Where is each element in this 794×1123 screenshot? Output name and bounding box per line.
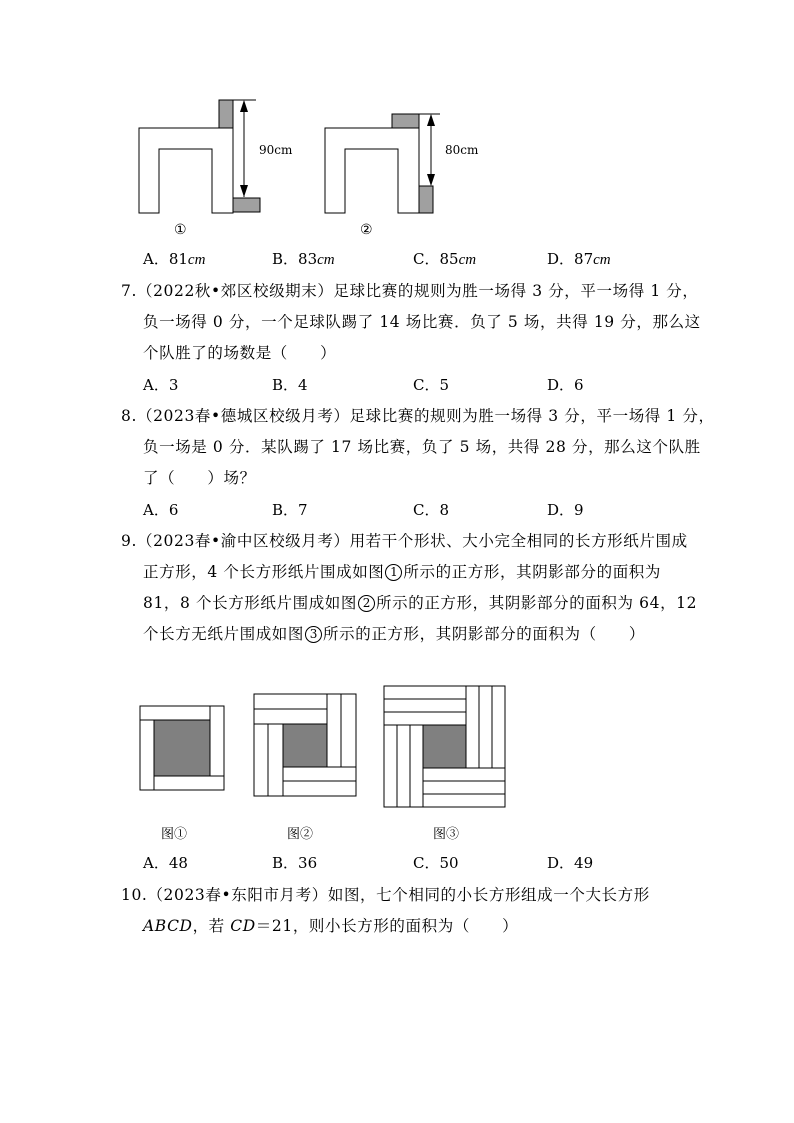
- q9-line-3: 81，8 个长方形纸片围成如图 2 所示的正方形，其阴影部分的面积为 64，12: [143, 594, 698, 612]
- q8-line-1: 8.（2023春•德城区校级月考）足球比赛的规则为胜一场得 3 分，平一场得 1 分，: [121, 407, 715, 425]
- q6-option-b[interactable]: B．83cm: [272, 250, 335, 268]
- q8-line-2: 负一场是 0 分．某队踢了 17 场比赛，负了 5 场，共得 28 分，那么这个队胜: [143, 438, 701, 456]
- q9-option-a[interactable]: A．48: [143, 854, 188, 872]
- q8-option-b[interactable]: B．7: [272, 501, 308, 519]
- q9-line-1: 9.（2023春•渝中区校级月考）用若干个形状、大小完全相同的长方形纸片围成: [121, 532, 688, 550]
- q10-line-1: 10.（2023春•东阳市月考）如图，七个相同的小长方形组成一个大长方形: [121, 886, 650, 904]
- q9-option-c[interactable]: C．50: [413, 854, 459, 872]
- q10-line-2: ABCD，若 CD＝21，则小长方形的面积为（ ）: [143, 917, 519, 935]
- q7-line-3: 个队胜了的场数是（ ）: [143, 344, 337, 362]
- circled-3: 3: [305, 626, 322, 643]
- q6-option-a[interactable]: A．81cm: [143, 250, 206, 268]
- q9-caption-2: 图②: [287, 827, 314, 842]
- fig1-shaded-square: [154, 720, 210, 776]
- q8-option-d[interactable]: D．9: [547, 501, 584, 519]
- q9-caption-1: 图①: [161, 827, 188, 842]
- fig3-shaded-square: [423, 725, 466, 768]
- q8-option-c[interactable]: C．8: [413, 501, 450, 519]
- q7-option-a[interactable]: A．3: [143, 376, 179, 394]
- q7-option-b[interactable]: B．4: [272, 376, 308, 394]
- q9-line-2: 正方形，4 个长方形纸片围成如图 1 所示的正方形，其阴影部分的面积为: [143, 563, 661, 581]
- q9-option-b[interactable]: B．36: [272, 854, 318, 872]
- fig1-caption: ①: [174, 222, 187, 238]
- q9-caption-3: 图③: [433, 827, 460, 842]
- circled-2: 2: [358, 595, 375, 612]
- fig2-dimension-label: 80cm: [445, 143, 479, 157]
- q8-option-a[interactable]: A．6: [143, 501, 179, 519]
- q7-option-d[interactable]: D．6: [547, 376, 584, 394]
- fig2-shaded-square: [283, 724, 327, 767]
- q6-option-d[interactable]: D．87cm: [547, 250, 611, 268]
- q9-option-d[interactable]: D．49: [547, 854, 594, 872]
- fig1-dimension-label: 90cm: [259, 143, 293, 157]
- q7-option-c[interactable]: C．5: [413, 376, 450, 394]
- q7-line-2: 负一场得 0 分，一个足球队踢了 14 场比赛．负了 5 场，共得 19 分，那么这: [143, 313, 701, 331]
- q7-line-1: 7.（2022秋•郊区校级期末）足球比赛的规则为胜一场得 3 分，平一场得 1 分，: [121, 282, 699, 300]
- fig2-caption: ②: [360, 222, 373, 238]
- q8-line-3: 了（ ）场？: [143, 469, 256, 487]
- q9-line-4: 个长方无纸片围成如图 3 所示的正方形，其阴影部分的面积为（ ）: [143, 625, 646, 643]
- q6-option-c[interactable]: C．85cm: [413, 250, 477, 268]
- circled-1: 1: [385, 564, 402, 581]
